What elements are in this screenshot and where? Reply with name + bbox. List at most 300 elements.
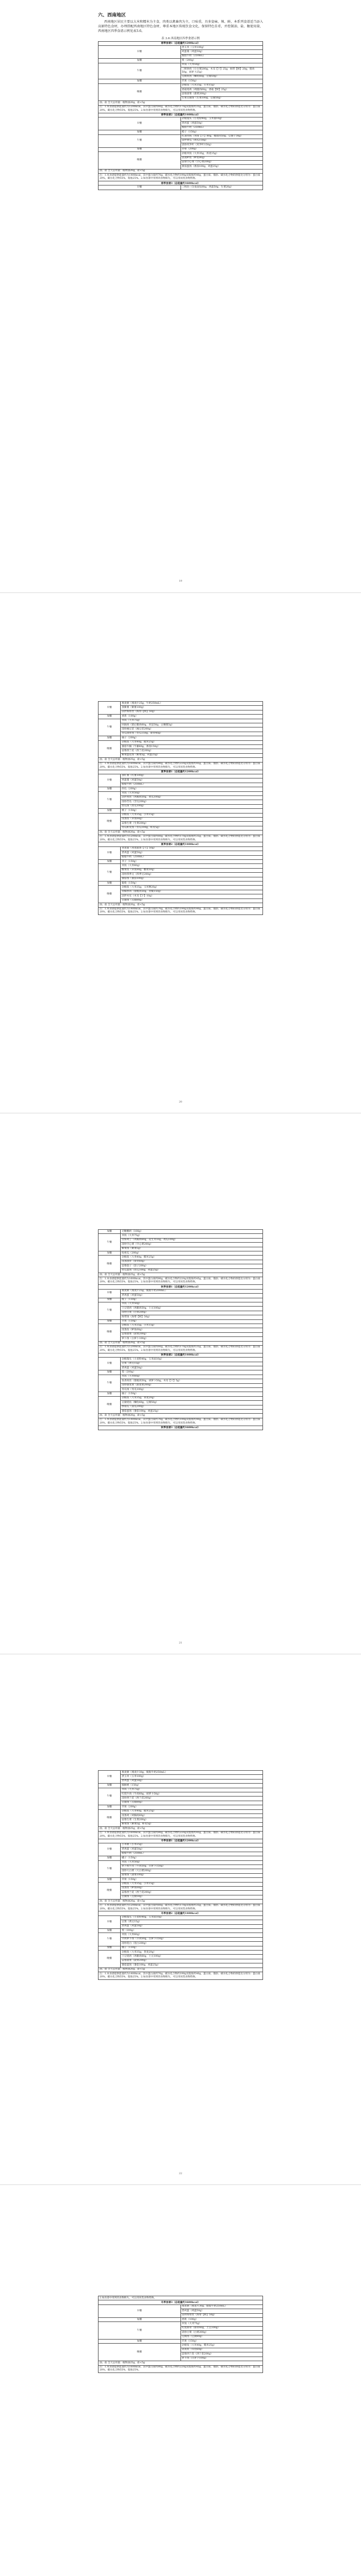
- meal-name-cell: 加餐: [99, 2340, 181, 2344]
- table-note-row: [99, 2296, 263, 2300]
- food-item-cell: 凉拌黄瓜（黄瓜150g）: [180, 139, 263, 143]
- table-note-row: [99, 1831, 263, 1839]
- meal-name-cell: 午餐: [99, 134, 181, 147]
- table-row: [99, 1251, 263, 1256]
- table-row: [99, 1797, 263, 1801]
- food-item-cell: 煮玉米（玉米100g）: [180, 46, 263, 50]
- food-item-cell: 猕猴桃（150g）: [121, 1784, 263, 1788]
- food-item-cell: 燕麦粥（燕麦片25g，脱脂牛奶200mL）: [121, 1289, 263, 1293]
- food-item-cell: 海带汤（海带【鲜】50g）: [121, 1315, 263, 1319]
- table-row: [99, 1822, 263, 1826]
- table-row: [99, 1307, 263, 1311]
- meal-name-cell: 加餐: [99, 1878, 121, 1882]
- food-item-cell: 杂粮饭（大米40g，糙米25g）: [121, 740, 263, 744]
- table-row: [99, 727, 263, 732]
- table-row: [99, 787, 263, 791]
- table-row: [99, 2322, 263, 2326]
- table-row: [99, 886, 263, 890]
- food-item-cell: 脱脂牛奶（250mL）: [121, 855, 263, 859]
- food-item-cell: 清蒸鱼（草鱼60g）: [180, 2348, 263, 2352]
- food-item-cell: 西瓜（200g）: [121, 787, 263, 791]
- meal-name-cell: 早餐: [99, 846, 121, 859]
- table-row: [99, 800, 263, 804]
- table-row: [99, 1379, 263, 1383]
- table-row: [99, 1809, 263, 1814]
- food-item-cell: 香菇炖鸡（鸡腿肉60g，香菇【鲜】25g）: [180, 88, 263, 92]
- table-row: [99, 846, 263, 851]
- food-item-cell: 蒜蓉西兰花（西兰花200g）: [121, 1891, 263, 1895]
- page-number: 21: [178, 1641, 183, 1645]
- table-section-header: [99, 1426, 263, 1430]
- food-item-cell: 豆腐汤（豆腐50g）: [121, 1895, 263, 1899]
- table-note-row: [99, 907, 263, 915]
- note-cell: 注：1.本食谱提供能量约为1400kcal，其中蛋白质约70g，碳水化合物约190g及脂肪约40g，蛋白质、脂肪、碳水化合物的供能比分别为：蛋白质20%，碳水化合物55%，脂肪25%。2.如食谱中用到的食物缺失，可以用同类食物替换。: [99, 1972, 263, 1980]
- table-row: [99, 1247, 263, 1251]
- food-item-cell: 米饭（大米60g）: [121, 1375, 263, 1379]
- table-row: [99, 1805, 263, 1809]
- table-row: [99, 723, 263, 727]
- table-row: [99, 851, 263, 855]
- food-item-cell: 煮鸡蛋（鸡蛋50g）: [121, 1366, 263, 1370]
- section-header-cell: 春季食谱2（总能量约1400kcal）: [99, 113, 263, 117]
- food-item-cell: 清炒四季豆（四季豆200g）: [121, 873, 263, 877]
- note-cell: 油、盐 全天总用量：植物油20g，盐<5g: [99, 903, 263, 907]
- table-row: [99, 1878, 263, 1882]
- food-item-cell: 香蕉（100g）: [121, 715, 263, 719]
- note-cell: 注：1.本食谱提供能量约为1600kcal，其中蛋白质约80g，碳水化合物约220g及脂肪约45g，蛋白质、脂肪、碳水化合物的供能比分别为：蛋白质20%，碳水化合物55%，脂肪25%。2.如食谱中用到的食物缺失，可以用同类食物替换。: [99, 762, 263, 770]
- note-cell: 注：1.本食谱提供能量约为1600kcal，其中蛋白质约80g，碳水化合物约220g及脂肪约45g，蛋白质、脂肪、碳水化合物的供能比分别为：蛋白质20%，碳水化合物55%，脂肪25%。2.如食谱中用到的食物缺失，可以用同类食物替换。: [99, 1831, 263, 1839]
- meal-name-cell: 加餐: [99, 860, 121, 864]
- note-cell: 油、盐 全天总用量：植物油25g，盐<5g: [99, 1273, 263, 1277]
- food-item-cell: 柚子（200g）: [121, 736, 263, 740]
- table-row: [99, 809, 263, 813]
- table-row: [99, 749, 263, 753]
- table-row: [99, 1392, 263, 1396]
- meal-name-cell: 早餐: [99, 1289, 121, 1298]
- food-item-cell: 番茄汤（番茄100g）: [121, 877, 263, 881]
- table-row: [99, 1332, 263, 1336]
- table-row: [99, 795, 263, 800]
- food-item-cell: 酸菜鱼（草鱼80g，酸菜50g）: [121, 868, 263, 872]
- table-note-row: [99, 1900, 263, 1904]
- table-row: [99, 740, 263, 744]
- table-row: [99, 702, 263, 706]
- table-row: [99, 1405, 263, 1409]
- table-row: [99, 1260, 263, 1264]
- food-item-cell: 回锅肉（猪后腿肉60g，青蒜50g，豆瓣酱5g）: [121, 723, 263, 727]
- meal-name-cell: 加餐: [99, 1929, 121, 1933]
- food-item-cell: 萝卜汤（白萝卜100g）: [180, 2357, 263, 2361]
- table-row: [99, 1238, 263, 1242]
- table-row: [99, 117, 263, 121]
- food-item-cell: 凉拌海带丝（海带【鲜】50g）: [121, 710, 263, 714]
- table-row: [99, 1886, 263, 1890]
- meal-name-cell: 午餐: [99, 1860, 121, 1878]
- food-item-cell: 米饭（大米75g）: [121, 1788, 263, 1792]
- meal-name-cell: 加餐: [99, 809, 121, 813]
- food-item-cell: 清炒莲白（莲白200g）: [121, 1942, 263, 1946]
- note-cell: 注：1.本食谱提供能量约为1600kcal，其中蛋白质约80g，碳水化合物约220g及脂肪约45g，蛋白质、脂肪、碳水化合物的供能比分别为：蛋白质20%，碳水化合物55%，脂肪25%。2.如食谱中用到的食物缺失，可以用同类食物替换。: [99, 1277, 263, 1285]
- table-row: [99, 1865, 263, 1869]
- note-cell: 油、盐 全天总用量：植物油20g，盐<5g: [99, 1414, 263, 1418]
- table-row: [99, 817, 263, 821]
- food-item-cell: 鸡蛋羹（鸡蛋50g）: [180, 50, 263, 54]
- food-item-cell: 米饭（大米50g）: [121, 1860, 263, 1865]
- food-item-cell: 生菜豆腐汤（生菜100g，豆腐50g）: [180, 96, 263, 100]
- table-row: [99, 63, 263, 67]
- table-row: [99, 804, 263, 808]
- table-row: [99, 152, 263, 156]
- meal-name-cell: 午餐: [99, 1375, 121, 1392]
- table-row: [99, 134, 263, 139]
- table-row: [99, 873, 263, 877]
- table-row: [99, 1256, 263, 1260]
- table-row: [99, 1388, 263, 1392]
- meal-name-cell: 早餐: [99, 1771, 121, 1784]
- table-row: [99, 899, 263, 903]
- food-item-cell: 凉拌海带丝（海带【鲜】50g）: [180, 2313, 263, 2317]
- food-item-cell: 蒜蓉西兰花（西兰花200g）: [121, 749, 263, 753]
- meal-name-cell: 加餐: [99, 1370, 121, 1375]
- table-row: [99, 2344, 263, 2348]
- food-item-cell: 杂粮饭（大米40g，糙米25g）: [121, 1809, 263, 1814]
- table-row: [99, 1784, 263, 1788]
- table-note-row: [99, 762, 263, 770]
- meal-name-cell: 加餐: [99, 1856, 121, 1860]
- meal-name-cell: 早餐: [99, 1358, 121, 1370]
- food-item-cell: 蒜蓉生菜（生菜200g）: [121, 822, 263, 826]
- food-item-cell: 杂粮饭（大米35g，荞麦20g）: [121, 1951, 263, 1955]
- food-item-cell: 杂粮饭（大米35g，小米15g）: [121, 813, 263, 817]
- section-intro: 西南地区居民主要以大米和糯米为主食，肉类以禽畜肉为主，口味重，具多姿麻、辣、鲜，本系列食谱适当添入高原特色食材，办理搭配西南地区特色食材，尊重本地区传统饮食文化，保留特色佳肴，并控制油、盐、糖使用量，西南地区四季食谱示例见表3.6。: [98, 20, 263, 33]
- table-row: [99, 1818, 263, 1822]
- note-cell: 油、盐 全天总用量：植物油20g，盐<5g: [99, 1341, 263, 1345]
- meal-name-cell: 晚餐: [99, 886, 121, 903]
- food-item-cell: 丝瓜蛋汤（丝瓜100g，鸡蛋25g）: [121, 1268, 263, 1273]
- food-item-cell: 煮玉米（玉米100g）: [121, 1775, 263, 1779]
- table-row: [99, 1937, 263, 1941]
- table-row: [99, 1302, 263, 1306]
- table-section-header: [99, 41, 263, 45]
- food-item-cell: 米饭（大米60g）: [121, 1933, 263, 1937]
- table-note-row: [99, 758, 263, 762]
- table-row: [99, 1264, 263, 1268]
- meal-name-cell: 午餐: [99, 1933, 121, 1946]
- food-item-cell: 柚子（150g）: [121, 1392, 263, 1396]
- table-row: [99, 1311, 263, 1315]
- section-header-cell: 春季食谱1（总能量约1200kcal）: [99, 41, 263, 45]
- food-item-cell: 菠菜汤（菠菜100g）: [121, 1873, 263, 1877]
- menu-table: [98, 41, 263, 190]
- table-row: [99, 130, 263, 134]
- meal-name-cell: 加餐: [99, 1946, 121, 1950]
- table-row: [99, 736, 263, 740]
- meal-name-cell: 加餐: [99, 882, 121, 886]
- food-item-cell: 豆腐烧鱼（鲫鱼60g，豆腐50g）: [121, 1401, 263, 1405]
- food-item-cell: 丝瓜汤（丝瓜100g）: [121, 804, 263, 808]
- table-note-row: [99, 831, 263, 835]
- food-item-cell: 梨（200g）: [180, 59, 263, 63]
- table-row: [99, 710, 263, 714]
- food-item-cell: 脱脂牛奶（250mL）: [121, 1852, 263, 1856]
- food-item-cell: 荞麦面（荞麦面条【干】50g）: [121, 846, 263, 851]
- note-cell: 油、盐 全天总用量：植物油20g，盐<5g: [99, 101, 263, 105]
- table-row: [99, 1856, 263, 1860]
- table-row: [99, 1370, 263, 1375]
- food-item-cell: 苹果（200g）: [121, 1805, 263, 1809]
- food-item-cell: 蒜蓉菠菜（菠菜200g）: [121, 1332, 263, 1336]
- section-header-cell: 冬季食谱3（总能量约1600kcal）: [99, 2300, 263, 2304]
- table-row: [99, 1410, 263, 1414]
- table-row: [99, 1891, 263, 1895]
- document-page-2: [0, 593, 361, 1113]
- food-item-cell: 炒南瓜（南瓜200g）: [121, 1405, 263, 1409]
- food-item-cell: 杂粮饭（大米35g，荞麦20g）: [121, 1396, 263, 1400]
- table-row: [99, 1873, 263, 1877]
- table-row: [99, 1268, 263, 1273]
- table-section-header: [99, 181, 263, 185]
- table-row: [99, 894, 263, 899]
- table-row: [99, 719, 263, 723]
- table-row: [99, 1942, 263, 1946]
- note-cell: 注：1.本食谱提供能量约为1200kcal，其中蛋白质约60g，碳水化合物约170g及脂肪约35g，蛋白质、脂肪、碳水化合物的供能比分别为：蛋白质20%，碳水化合物55%，脂肪25%。2.如食谱中用到的食物缺失，可以用同类食物替换。: [99, 105, 263, 113]
- table-row: [99, 1328, 263, 1332]
- table-note-row: [99, 1418, 263, 1426]
- meal-name-cell: 午餐: [99, 719, 121, 736]
- table-note-row: [99, 169, 263, 173]
- food-item-cell: 清炒大白菜（大白菜200g）: [121, 1869, 263, 1873]
- food-item-cell: 番茄蛋汤（番茄100g，鸡蛋25g）: [180, 165, 263, 169]
- food-item-cell: 蒜蓉茄子（茄子200g）: [121, 1264, 263, 1268]
- table-note-row: [99, 1972, 263, 1980]
- table-row: [99, 791, 263, 795]
- food-item-cell: 橙子（150g）: [180, 130, 263, 134]
- food-item-cell: 宫保鸡丁（鸡胸肉60g，花生米10g，黄瓜100g）: [121, 1238, 263, 1242]
- page-number: 20: [178, 1100, 183, 1104]
- food-item-cell: 番茄牛腩（牛腩60g，番茄150g）: [121, 745, 263, 749]
- section-header-cell: 夏季食谱2（总能量约1400kcal）: [99, 842, 263, 846]
- table-row: [99, 1319, 263, 1324]
- food-item-cell: 杂粮馒头（小麦粉40g，玉米面10g）: [180, 117, 263, 121]
- table-row: [99, 2340, 263, 2344]
- food-item-cell: 梨（200g）: [121, 1370, 263, 1375]
- menu-table: [98, 1229, 263, 1430]
- table-row: [99, 1955, 263, 1959]
- table-row: [99, 1852, 263, 1856]
- meal-name-cell: 午餐: [99, 864, 121, 882]
- food-item-cell: 冬瓜排骨汤（冬瓜150g，排骨40g）: [121, 732, 263, 736]
- meal-name-cell: 早餐: [99, 46, 181, 59]
- table-section-header: [99, 2300, 263, 2304]
- food-item-cell: 清炒苦瓜（苦瓜200g）: [121, 800, 263, 804]
- table-section-header: [99, 842, 263, 846]
- table-row: [99, 1959, 263, 1963]
- table-note-row: [99, 2361, 263, 2365]
- table-row: [99, 1924, 263, 1928]
- table-row: [99, 1933, 263, 1937]
- section-header-cell: 秋季食谱1（总能量约1200kcal）: [99, 1285, 263, 1289]
- table-section-header: [99, 1353, 263, 1357]
- food-item-cell: 三明治（全麦面包80g，鸡蛋50g，生菜20g）: [180, 185, 263, 190]
- table-note-row: [99, 1827, 263, 1831]
- food-item-cell: 米饭（大米50g）: [121, 791, 263, 795]
- table-row: [99, 1324, 263, 1328]
- food-item-cell: 无糖酸奶（100g）: [121, 1230, 263, 1234]
- meal-name-cell: 加餐: [99, 1298, 121, 1302]
- food-item-cell: 杂粮饭（大米35g，玉米糁20g）: [121, 886, 263, 890]
- meal-name-cell: 早餐: [99, 2304, 181, 2317]
- meal-name-cell: 加餐: [99, 130, 181, 134]
- table-row: [99, 1882, 263, 1886]
- table-note-row: [99, 1414, 263, 1418]
- note-cell: 油、盐 全天总用量：植物油20g，盐<5g: [99, 1968, 263, 1972]
- food-item-cell: 羊肉萝卜汤（羊肉50g，白萝卜150g）: [121, 1937, 263, 1941]
- table-section-header: [99, 1911, 263, 1916]
- food-item-cell: 蒜蓉西兰花（西兰花200g）: [180, 2352, 263, 2357]
- food-item-cell: 米饭（大米50g）: [121, 1302, 263, 1306]
- menu-table: [98, 2296, 263, 2373]
- table-row: [99, 147, 263, 151]
- table-row: [99, 1951, 263, 1955]
- food-item-cell: 蒸紫薯（紫薯100g）: [121, 706, 263, 710]
- food-item-cell: 蒜蓉菠菜（菠菜200g）: [121, 1959, 263, 1963]
- table-row: [99, 1946, 263, 1950]
- food-item-cell: 紫菜蛋花汤（紫菜5g，鸡蛋25g）: [121, 753, 263, 757]
- meal-name-cell: 早餐: [99, 1916, 121, 1928]
- table-row: [99, 2304, 263, 2309]
- food-item-cell: 清炒莴笋叶（莴笋叶150g）: [180, 143, 263, 147]
- note-cell: 油、盐 全天总用量：植物油20g，盐<5g: [99, 831, 263, 835]
- table-row: [99, 1234, 263, 1238]
- food-item-cell: 青椒炒肉（猪瘦肉50g，青椒150g）: [121, 890, 263, 894]
- food-item-cell: 李子（150g）: [121, 860, 263, 864]
- meal-name-cell: 午餐: [99, 791, 121, 809]
- food-item-cell: 番茄蛋汤（番茄100g，鸡蛋25g）: [121, 1963, 263, 1968]
- table-row: [99, 83, 263, 88]
- meal-name-cell: 午餐: [99, 1788, 121, 1805]
- meal-name-cell: 晚餐: [99, 1882, 121, 1900]
- meal-name-cell: 加餐: [99, 1784, 121, 1788]
- section-header-cell: 秋季食谱2（总能量约1400kcal）: [99, 1353, 263, 1357]
- food-item-cell: 豆腐汤（豆腐80g）: [121, 899, 263, 903]
- food-item-cell: 燕麦粥（燕麦片30g，脱脂牛奶250mL）: [121, 1771, 263, 1775]
- food-item-cell: 米饭（大米50g）: [180, 63, 263, 67]
- table-row: [99, 882, 263, 886]
- meal-name-cell: 加餐: [99, 787, 121, 791]
- table-row: [99, 822, 263, 826]
- meal-name-cell: 午餐: [99, 63, 181, 79]
- table-row: [99, 1929, 263, 1933]
- table-row: [99, 753, 263, 757]
- food-item-cell: 杂粮饭（大米35g，小米15g）: [121, 1882, 263, 1886]
- note-cell: 注：1.本食谱提供能量约为1200kcal，其中蛋白质约60g，碳水化合物约170g及脂肪约35g，蛋白质、脂肪、碳水化合物的供能比分别为：蛋白质20%，碳水化合物55%，脂肪25%。2.如食谱中用到的食物缺失，可以用同类食物替换。: [99, 1904, 263, 1911]
- food-item-cell: 脱脂牛奶（250mL）: [180, 54, 263, 58]
- section-header-cell: 夏季食谱1（总能量约1200kcal）: [99, 770, 263, 774]
- meal-name-cell: 早餐: [99, 774, 121, 787]
- table-note-row: [99, 105, 263, 113]
- table-section-header: [99, 770, 263, 774]
- meal-name-cell: 午餐: [99, 1234, 121, 1251]
- food-item-cell: 杂粮饭（大米35g，小米15g）: [180, 83, 263, 88]
- table-row: [99, 1289, 263, 1293]
- table-row: [99, 1814, 263, 1818]
- table-row: [99, 864, 263, 868]
- table-row: [99, 1294, 263, 1298]
- note-cell: 注：1.本食谱提供能量约为1400kcal，其中蛋白质约70g，碳水化合物约190g及脂肪约40g，蛋白质、脂肪、碳水化合物的供能比分别为：蛋白质20%，碳水化合物55%，脂肪25%。2.如食谱中用到的食物缺失，可以用同类食物替换。: [99, 1418, 263, 1426]
- food-item-cell: 葡萄（150g）: [121, 882, 263, 886]
- food-item-cell: 苹果（150g）: [121, 1319, 263, 1324]
- food-item-cell: 柚子（150g）: [121, 1946, 263, 1950]
- food-item-cell: 米饭（大米75g）: [180, 2322, 263, 2326]
- table-row: [99, 1230, 263, 1234]
- food-item-cell: 凉拌鸡丝（鸡胸肉50g，黄瓜100g）: [121, 795, 263, 800]
- food-item-cell: 豆腐鱼汤（鲫鱼60g，豆腐50g）: [180, 75, 263, 79]
- document-page-3: [0, 1113, 361, 1654]
- food-item-cell: 煮鸡蛋（鸡蛋50g）: [121, 1294, 263, 1298]
- table-row: [99, 778, 263, 783]
- table-row: [99, 732, 263, 736]
- table-row: [99, 46, 263, 50]
- page-number: 22: [178, 2172, 183, 2175]
- section-header-cell: 春季食谱3（总能量约1600kcal）: [99, 181, 263, 185]
- meal-name-cell: 加餐: [99, 79, 181, 83]
- food-item-cell: 煮鸡蛋（鸡蛋50g）: [121, 1924, 263, 1928]
- table-section-header: [99, 1839, 263, 1843]
- food-item-cell: 杂粮饭（大米35g，小米15g）: [121, 1324, 263, 1328]
- food-item-cell: 苹果（150g）: [180, 79, 263, 83]
- note-cell: 注：1.本食谱提供能量约为1400kcal，其中蛋白质约70g，碳水化合物约190g及脂肪约40g，蛋白质、脂肪、碳水化合物的供能比分别为：蛋白质20%，碳水化合物55%，脂肪25%。2.如食谱中用到的食物缺失，可以用同类食物替换。: [99, 907, 263, 915]
- food-item-cell: 蒜蓉空心菜（空心菜200g）: [180, 160, 263, 164]
- table-row: [99, 1337, 263, 1341]
- food-item-cell: 紫菜汤（紫菜5g）: [121, 1247, 263, 1251]
- food-item-cell: 清蒸鱼（鲈鱼60g）: [121, 1328, 263, 1332]
- meal-name-cell: 晚餐: [99, 1951, 121, 1968]
- meal-name-cell: 早餐: [99, 702, 121, 715]
- meal-name-cell: 晚餐: [99, 83, 181, 101]
- table-row: [99, 715, 263, 719]
- table-row: [99, 1298, 263, 1302]
- table-note-row: [99, 1968, 263, 1972]
- meal-name-cell: 加餐: [99, 1392, 121, 1396]
- table-row: [99, 890, 263, 894]
- food-item-cell: 蒜蓉生菜（生菜200g）: [121, 1818, 263, 1822]
- food-item-cell: 豆腐汤（豆腐80g）: [121, 1801, 263, 1805]
- food-item-cell: 清炒白菜（白菜200g）: [121, 1311, 263, 1315]
- food-item-cell: 杂粮饭（大米40g，糙米25g）: [180, 2344, 263, 2348]
- food-item-cell: 清蒸排骨（排骨60g）: [121, 1260, 263, 1264]
- meal-name-cell: 早餐: [99, 1843, 121, 1856]
- table-row: [99, 1779, 263, 1783]
- food-item-cell: 冬瓜汤（冬瓜100g）: [121, 1388, 263, 1392]
- table-row: [99, 1243, 263, 1247]
- table-row: [99, 706, 263, 710]
- table-note-row: [99, 1341, 263, 1345]
- table-row: [99, 2318, 263, 2322]
- table-row: [99, 1920, 263, 1924]
- table-row: [99, 745, 263, 749]
- meal-name-cell: 加餐: [99, 715, 121, 719]
- food-item-cell: 哈密瓜（200g）: [121, 1251, 263, 1256]
- food-item-cell: 杂粮米饭（大米35g，荞麦15g）: [180, 152, 263, 156]
- food-item-cell: 清炒油麦菜（油麦菜200g）: [121, 1383, 263, 1387]
- food-item-cell: 香蕉（100g）: [180, 2318, 263, 2322]
- page-number: 19: [178, 580, 183, 583]
- meal-name-cell: 晚餐: [99, 1396, 121, 1414]
- food-item-cell: 米饭（大米75g）: [121, 719, 263, 723]
- table-section-header: [99, 1285, 263, 1289]
- food-item-cell: 蒜蓉菠菜（菠菜200g）: [180, 92, 263, 96]
- note-cell: 注：1.本食谱提供能量约为1200kcal，其中蛋白质约60g，碳水化合物约170g及脂肪约35g，蛋白质、脂肪、碳水化合物的供能比分别为：蛋白质20%，碳水化合物55%，脂肪25%。2.如食谱中用到的食物缺失，可以用同类食物替换。: [99, 835, 263, 842]
